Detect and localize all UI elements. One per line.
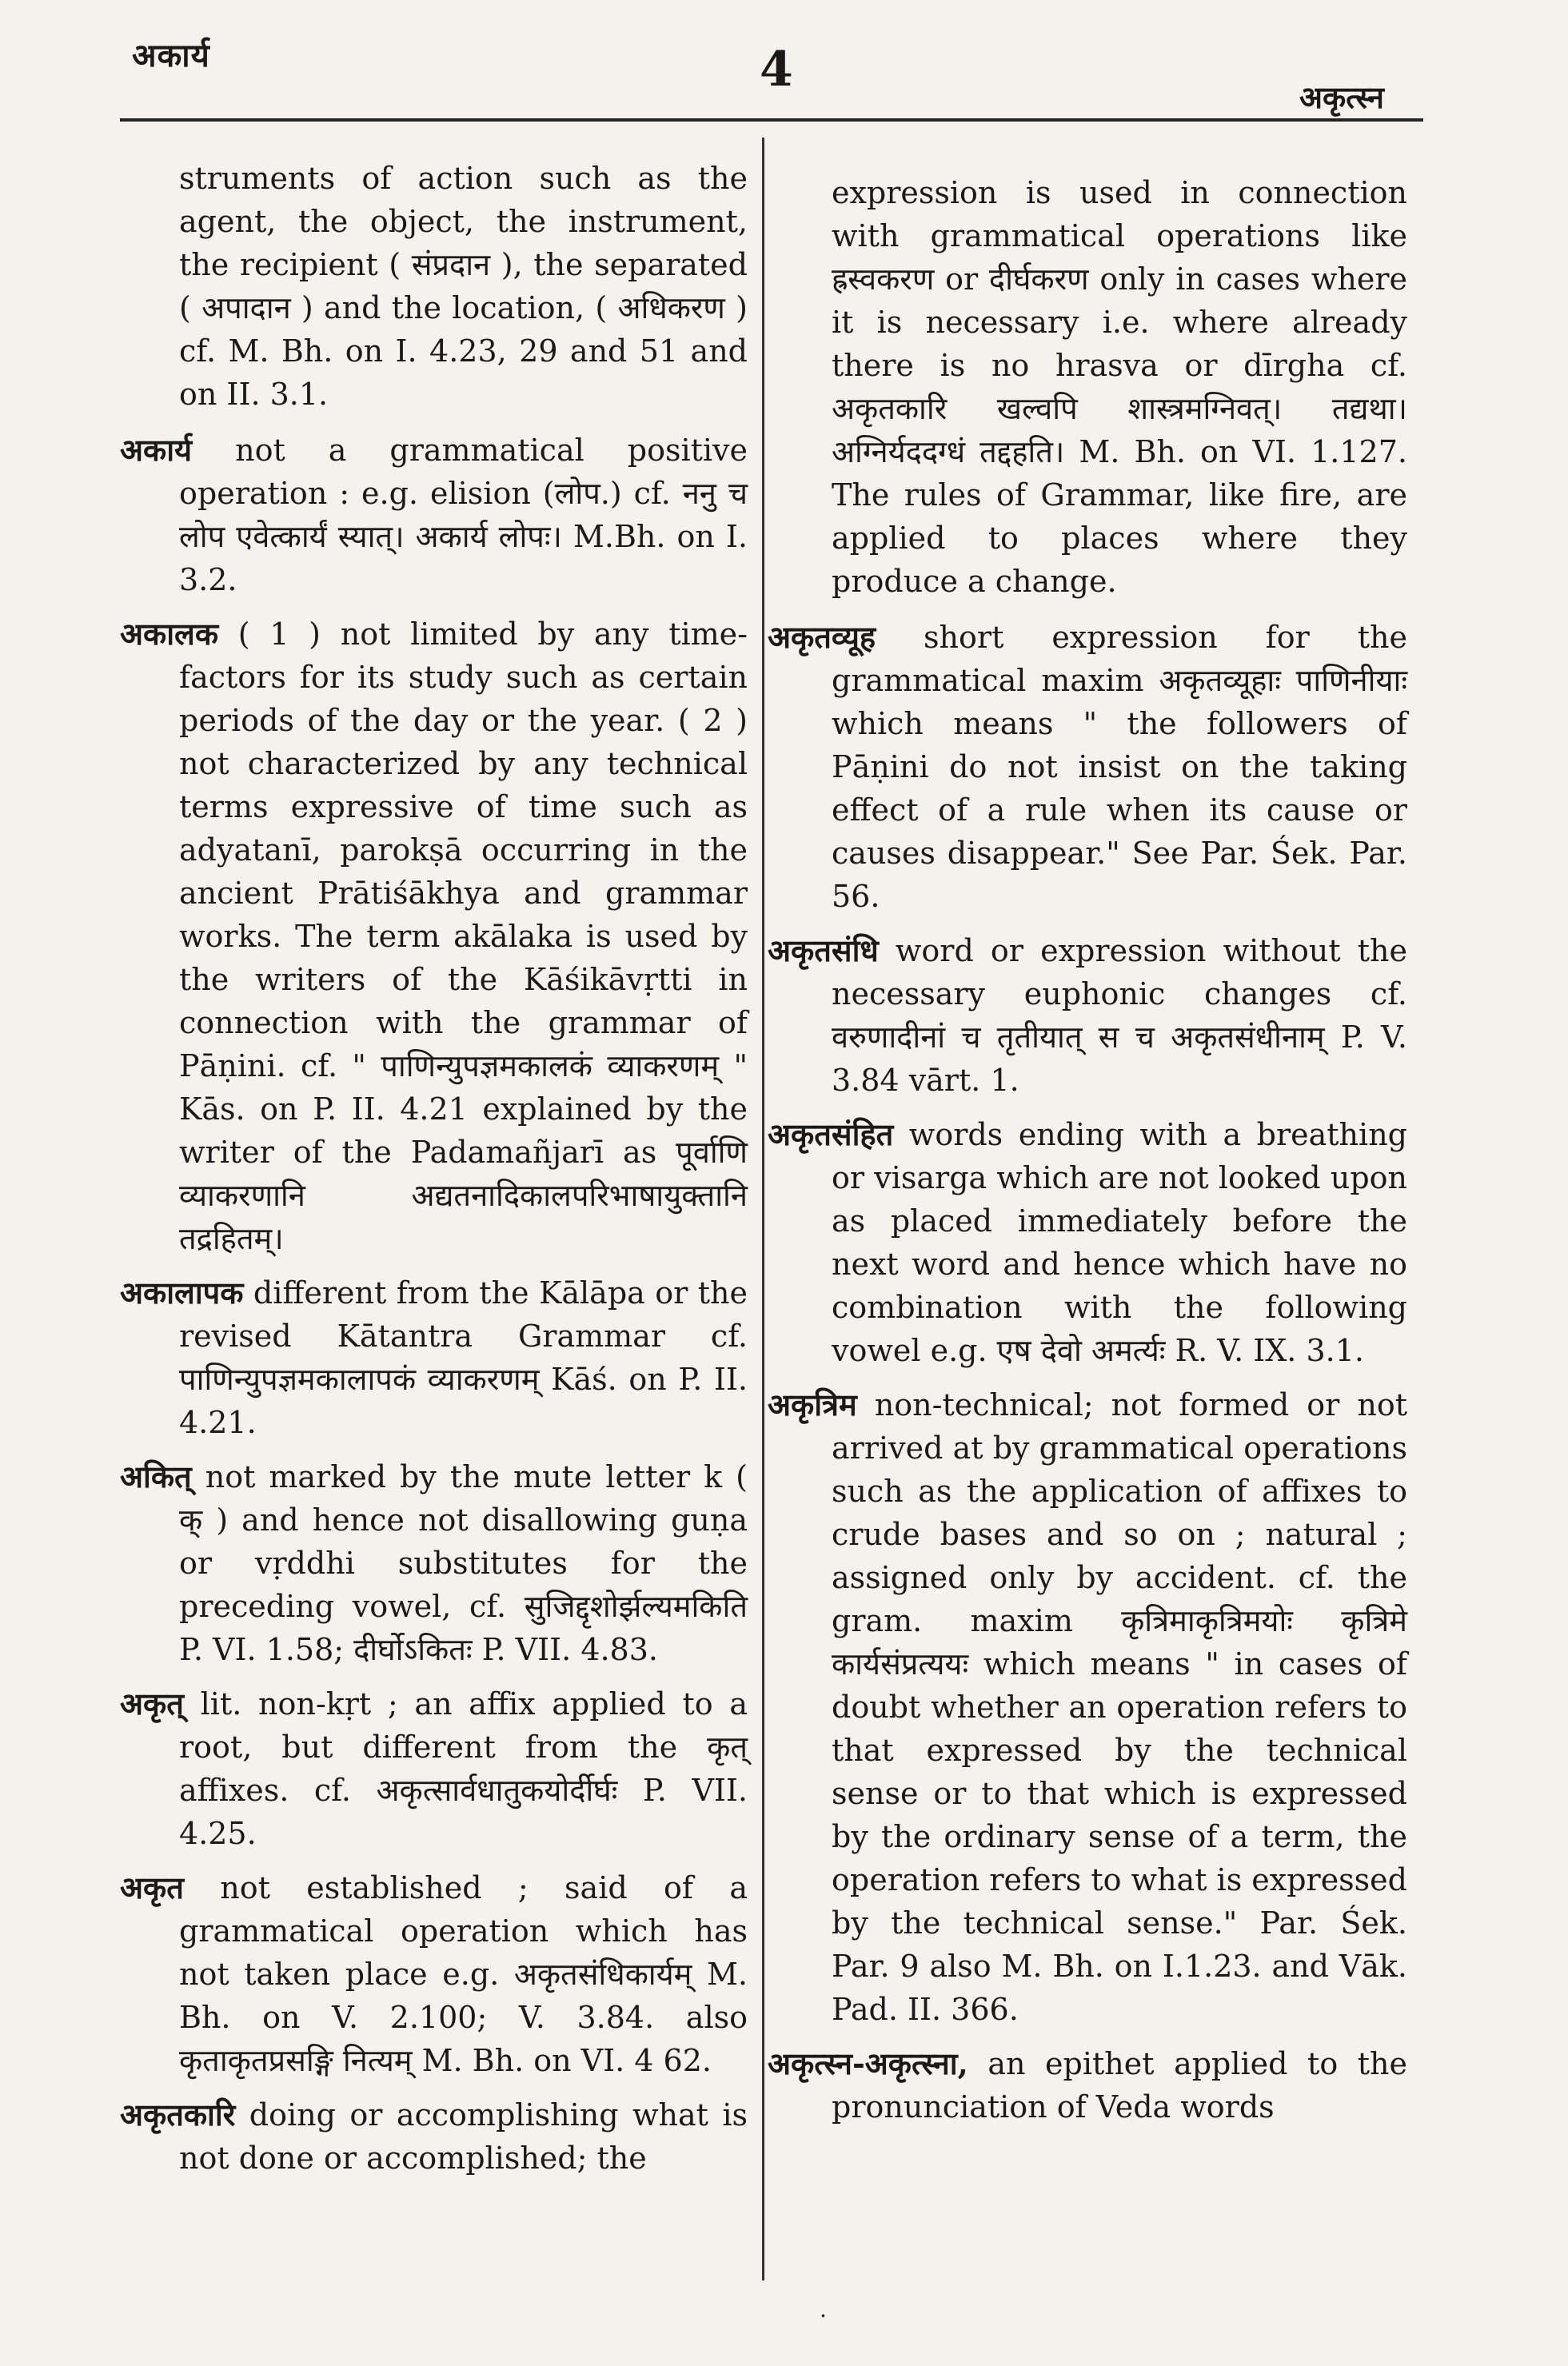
left-column bbox=[120, 157, 748, 2191]
dictionary-entry bbox=[768, 2042, 1407, 2129]
dictionary-entry bbox=[120, 1271, 748, 1444]
dictionary-entry bbox=[768, 929, 1407, 1102]
entry-definition: an epithet applied to the pronunciation of Veda words bbox=[832, 2046, 1407, 2125]
entry-definition: different from the Kālāpa or the revised Kātantra Grammar cf. पाणिन्युपज्ञमकालापकं व्याकरणम् Kāś. on P. II. 4.21. bbox=[179, 1275, 748, 1440]
dictionary-entry bbox=[120, 1866, 748, 2082]
entry-headword: अकृतव्यूह bbox=[768, 619, 876, 655]
dictionary-entry bbox=[120, 429, 748, 601]
entry-definition: not marked by the mute letter k ( क् ) and hence not disallowing guṇa or vṛddhi substitutes for the preceding vowel, cf. सुजिद्दृशोर्झल्यमकिति P. VI. 1.58; दीर्घोऽकितः P. VII. 4.83. bbox=[179, 1459, 748, 1667]
dictionary-entry bbox=[768, 1113, 1407, 1372]
dictionary-entry bbox=[120, 1682, 748, 1855]
entry-definition: ( 1 ) not limited by any time-factors for its study such as certain periods of the day or the year. ( 2 ) not characterized by any technical terms expressive of time such as adyatanī, parokṣā occurring in the ancient Prātiśākhya and grammar works. The term akālaka is used by the writers of the Kāśikāvṛtti in connection with the grammar of Pāṇini. cf. " पाणिन्युपज्ञमकालकं व्याकरणम् " Kās. on P. II. 4.21 explained by the writer of the Padamañjarī as पूर्वाणि व्याकरणानि अद्यतनादिकालपरिभाषायुक्तानि तद्रहितम्। bbox=[179, 616, 748, 1256]
entry-definition: doing or accomplishing what is not done or accomplished; the bbox=[179, 2097, 748, 2176]
entry-headword: अकृतसंहित bbox=[768, 1116, 894, 1152]
dictionary-entry bbox=[120, 1455, 748, 1671]
column-divider bbox=[762, 138, 764, 2280]
entry-headword: अकृत्स्न-अकृत्स्ना, bbox=[768, 2045, 968, 2081]
header-rule bbox=[120, 118, 1423, 122]
continuation-text: struments of action such as the agent, the object, the instrument, the recipient ( संप्रदान ), the separated ( अपादान ) and the location, ( अधिकरण ) cf. M. Bh. on I. 4.23, 29 and 51 and on II. 3.1. bbox=[179, 161, 748, 412]
entry-definition: word or expression without the necessary euphonic changes cf. वरुणादीनां च तृतीयात् स च अकृतसंधीनाम् P. V. 3.84 vārt. 1. bbox=[832, 933, 1407, 1098]
dictionary-entry bbox=[768, 616, 1407, 918]
entry-headword: अकार्य bbox=[120, 432, 193, 468]
dictionary-entry bbox=[120, 2093, 748, 2180]
entry-definition: words ending with a breathing or visarga which are not looked upon as placed immediately before the next word and hence which have no combination with the following vowel e.g. एष देवो अमर्त्यः R. V. IX. 3.1. bbox=[832, 1117, 1407, 1368]
entry-headword: अकित् bbox=[120, 1458, 192, 1494]
entry-headword: अकालापक bbox=[120, 1275, 244, 1311]
entry-definition: non-technical; not formed or not arrived at by grammatical operations such as the application of affixes to crude bases and so on ; natural ; assigned only by accident. cf. the gram. maxim कृत्रिमाकृत्रिमयोः कृत्रिमे कार्यसंप्रत्ययः which means " in cases of doubt whether an operation refers to that expressed by the technical sense or to that which is expressed by the ordinary sense of a term, the operation refers to what is expressed by the technical sense." Par. Śek. Par. 9 also M. Bh. on I.1.23. and Vāk. Pad. II. 366. bbox=[832, 1387, 1407, 2027]
entry-headword: अकृतकारि bbox=[120, 2097, 236, 2133]
entry-headword: अकृत्रिम bbox=[768, 1386, 857, 1422]
entry-definition: not a grammatical positive operation : e.g. elision (लोप.) cf. ननु च लोप एवेत्कार्यं स्यात्। अकार्य लोपः। M.Bh. on I. 3.2. bbox=[179, 433, 748, 597]
entry-definition: not established ; said of a grammatical operation which has not taken place e.g. अकृतसंधिकार्यम् M. Bh. on V. 2.100; V. 3.84. also कृताकृतप्रसङ्गि नित्यम् M. Bh. on VI. 4 62. bbox=[179, 1870, 748, 2078]
continuation-text: expression is used in connection with grammatical operations like ह्रस्वकरण or दीर्घकरण only in cases where it is necessary i.e. where already there is no hrasva or dīrgha cf. अकृतकारि खल्वपि शास्त्रमग्निवत्। तद्यथा। अग्निर्यददग्धं तद्दहति। M. Bh. on VI. 1.127. The rules of Grammar, like fire, are applied to places where they produce a change. bbox=[832, 175, 1407, 599]
right-column bbox=[768, 171, 1407, 2140]
entry-definition: short expression for the grammatical maxim अकृतव्यूहाः पाणिनीयाः which means " the followers of Pāṇini do not insist on the taking effect of a rule when its cause or causes disappear." See Par. Śek. Par. 56. bbox=[832, 620, 1407, 914]
page-number: 4 bbox=[760, 42, 793, 98]
dictionary-entry bbox=[120, 612, 748, 1260]
entry-definition: lit. non-kṛt ; an affix applied to a root, but different from the कृत् affixes. cf. अकृत्सार्वधातुकयोर्दीर्घः P. VII. 4.25. bbox=[179, 1686, 748, 1851]
entry-headword: अकृत bbox=[120, 1869, 184, 1905]
entry-headword: अकृत् bbox=[120, 1686, 184, 1722]
page-mark: · bbox=[820, 2303, 827, 2329]
header-left-word: अकार्य bbox=[132, 37, 210, 74]
header-right-word: अकृत्स्न bbox=[1299, 79, 1384, 115]
dictionary-entry bbox=[768, 1383, 1407, 2031]
entry-headword: अकृतसंधि bbox=[768, 932, 879, 968]
entry-headword: अकालक bbox=[120, 616, 219, 652]
